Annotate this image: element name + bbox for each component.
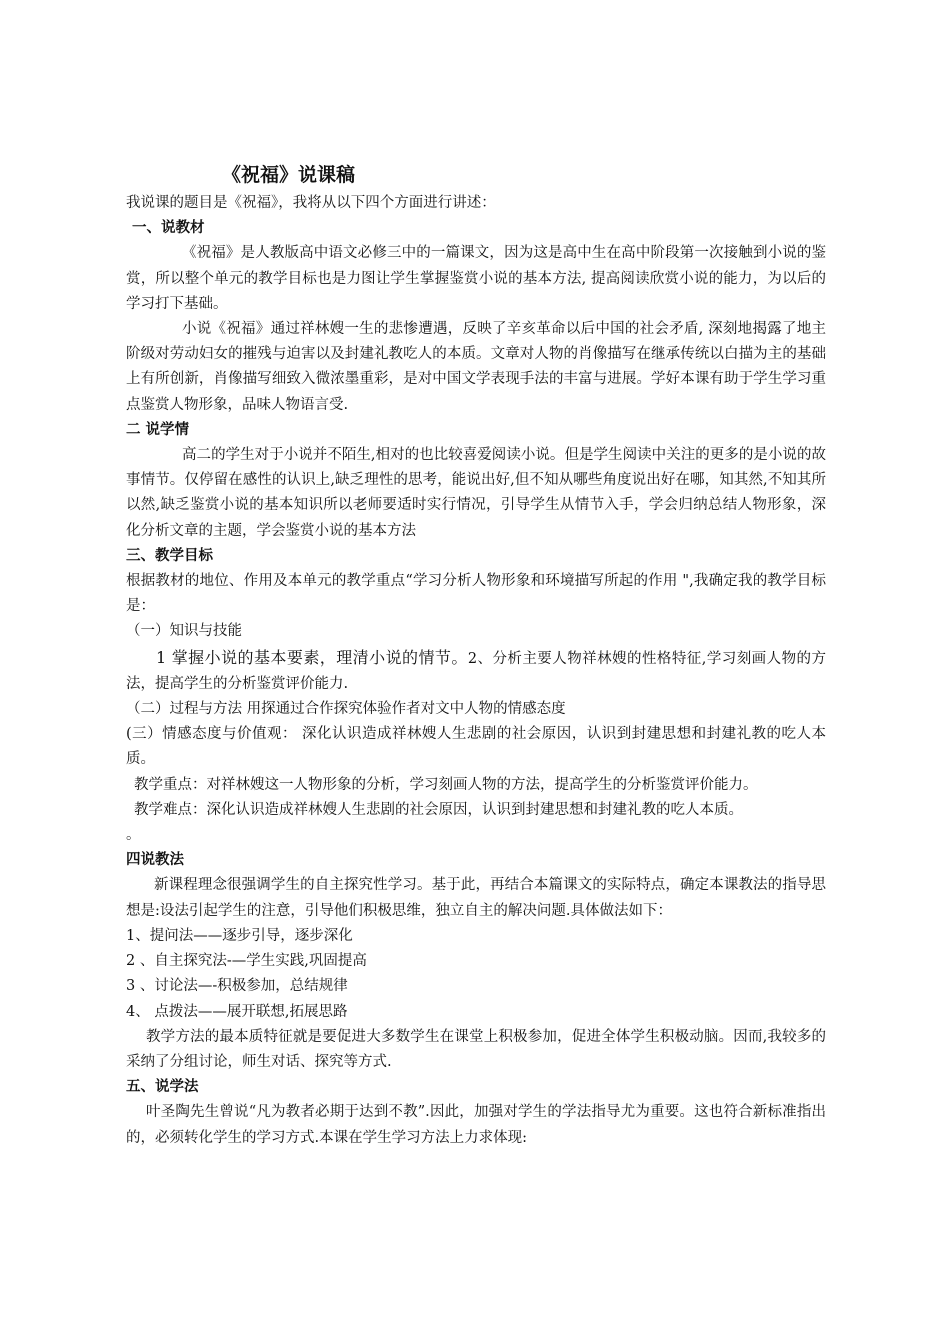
- section-heading-methods: 四说教法: [126, 852, 184, 869]
- paragraph: (三）情感态度与价值观： 深化认识造成祥林嫂人生悲剧的社会原因，认识到封建思想和封建礼教的吃人本质。: [126, 726, 826, 768]
- paragraph: [126, 645, 826, 697]
- section-heading-learning: 五、说学法: [126, 1079, 199, 1096]
- paragraph: 新课程理念很强调学生的自主探究性学习。基于此，再结合本篇课文的实际特点，确定本课教法的指导思想是:设法引起学生的注意，引导他们积极思维，独立自主的解决问题.具体做法如下：: [126, 877, 826, 919]
- list-item: 4、 点拨法——展开联想,拓展思路: [126, 1003, 348, 1020]
- paragraph: 教学方法的最本质特征就是要促进大多数学生在课堂上积极参加，促进全体学生积极动脑。因而,我较多的采纳了分组讨论，师生对话、探究等方式.: [126, 1028, 826, 1070]
- section-heading-students: 二 说学情: [126, 421, 190, 438]
- page-title: 《祝福》说课稿: [222, 164, 356, 186]
- section-heading-textbook: 一、说教材: [132, 220, 205, 237]
- paragraph: 。: [126, 827, 141, 844]
- list-item: 2 、自主探究法-—学生实践,巩固提高: [126, 953, 367, 970]
- paragraph: 根据教材的地位、作用及本单元的教学重点“学习分析人物形象和环境描写所起的作用 ",我确定我的教学目标是：: [126, 573, 826, 615]
- paragraph: 《祝福》是人教版高中语文必修三中的一篇课文，因为这是高中生在高中阶段第一次接触到小说的鉴赏，所以整个单元的教学目标也是力图让学生掌握鉴赏小说的基本方法, 提高阅读欣赏小说的能力，为以后的学习打下基础。: [126, 245, 826, 312]
- paragraph: 教学难点：深化认识造成祥林嫂人生悲剧的社会原因，认识到封建思想和封建礼教的吃人本质。: [134, 801, 743, 818]
- document-page: [126, 162, 826, 1151]
- intro-paragraph: 我说课的题目是《祝福》，我将从以下四个方面进行讲述：: [126, 195, 496, 211]
- paragraph: 教学重点：对祥林嫂这一人物形象的分析，学习刻画人物的方法，提高学生的分析鉴赏评价能力。: [134, 776, 758, 793]
- subheading: （一）知识与技能: [126, 623, 242, 640]
- text: 2、分析主要人物祥林嫂的性格特征,学习刻画人物的方法，提高学生的分析鉴赏评价能力.: [126, 650, 826, 692]
- list-item: 3 、讨论法—-积极参加，总结规律: [126, 978, 348, 995]
- paragraph: 小说《祝福》通过祥林嫂一生的悲惨遭遇，反映了辛亥革命以后中国的社会矛盾, 深刻地揭露了地主阶级对劳动妇女的摧残与迫害以及封建礼教吃人的本质。文章对人物的肖像描写在继承传统以白描为主的基础上有所创新，肖像描写细致入微浓墨重彩，是对中国文学表现手法的丰富与进展。学好本课有助于学生学习重点鉴赏人物形象，品味人物语言受.: [126, 321, 826, 413]
- section-heading-goals: 三、教学目标: [126, 547, 213, 564]
- emphasis-text: 1 掌握小说的基本要素，理清小说的情节。: [156, 647, 468, 667]
- paragraph: 叶圣陶先生曾说“凡为教者必期于达到不教”.因此，加强对学生的学法指导尤为重要。这也符合新标准指出的，必须转化学生的学习方式.本课在学生学习方法上力求体现:: [126, 1104, 826, 1146]
- paragraph: 高二的学生对于小说并不陌生,相对的也比较喜爱阅读小说。但是学生阅读中关注的更多的是小说的故事情节。仅停留在感性的认识上,缺乏理性的思考，能说出好,但不知从哪些角度说出好在哪，知其然,不知其所以然,缺乏鉴赏小说的基本知识所以老师要适时实行情况，引导学生从情节入手，学会归纳总结人物形象，深化分析文章的主题，学会鉴赏小说的基本方法: [126, 447, 826, 539]
- list-item: 1、提问法——逐步引导，逐步深化: [126, 927, 353, 944]
- subheading: （二）过程与方法 用探通过合作探究体验作者对文中人物的情感态度: [126, 701, 566, 718]
